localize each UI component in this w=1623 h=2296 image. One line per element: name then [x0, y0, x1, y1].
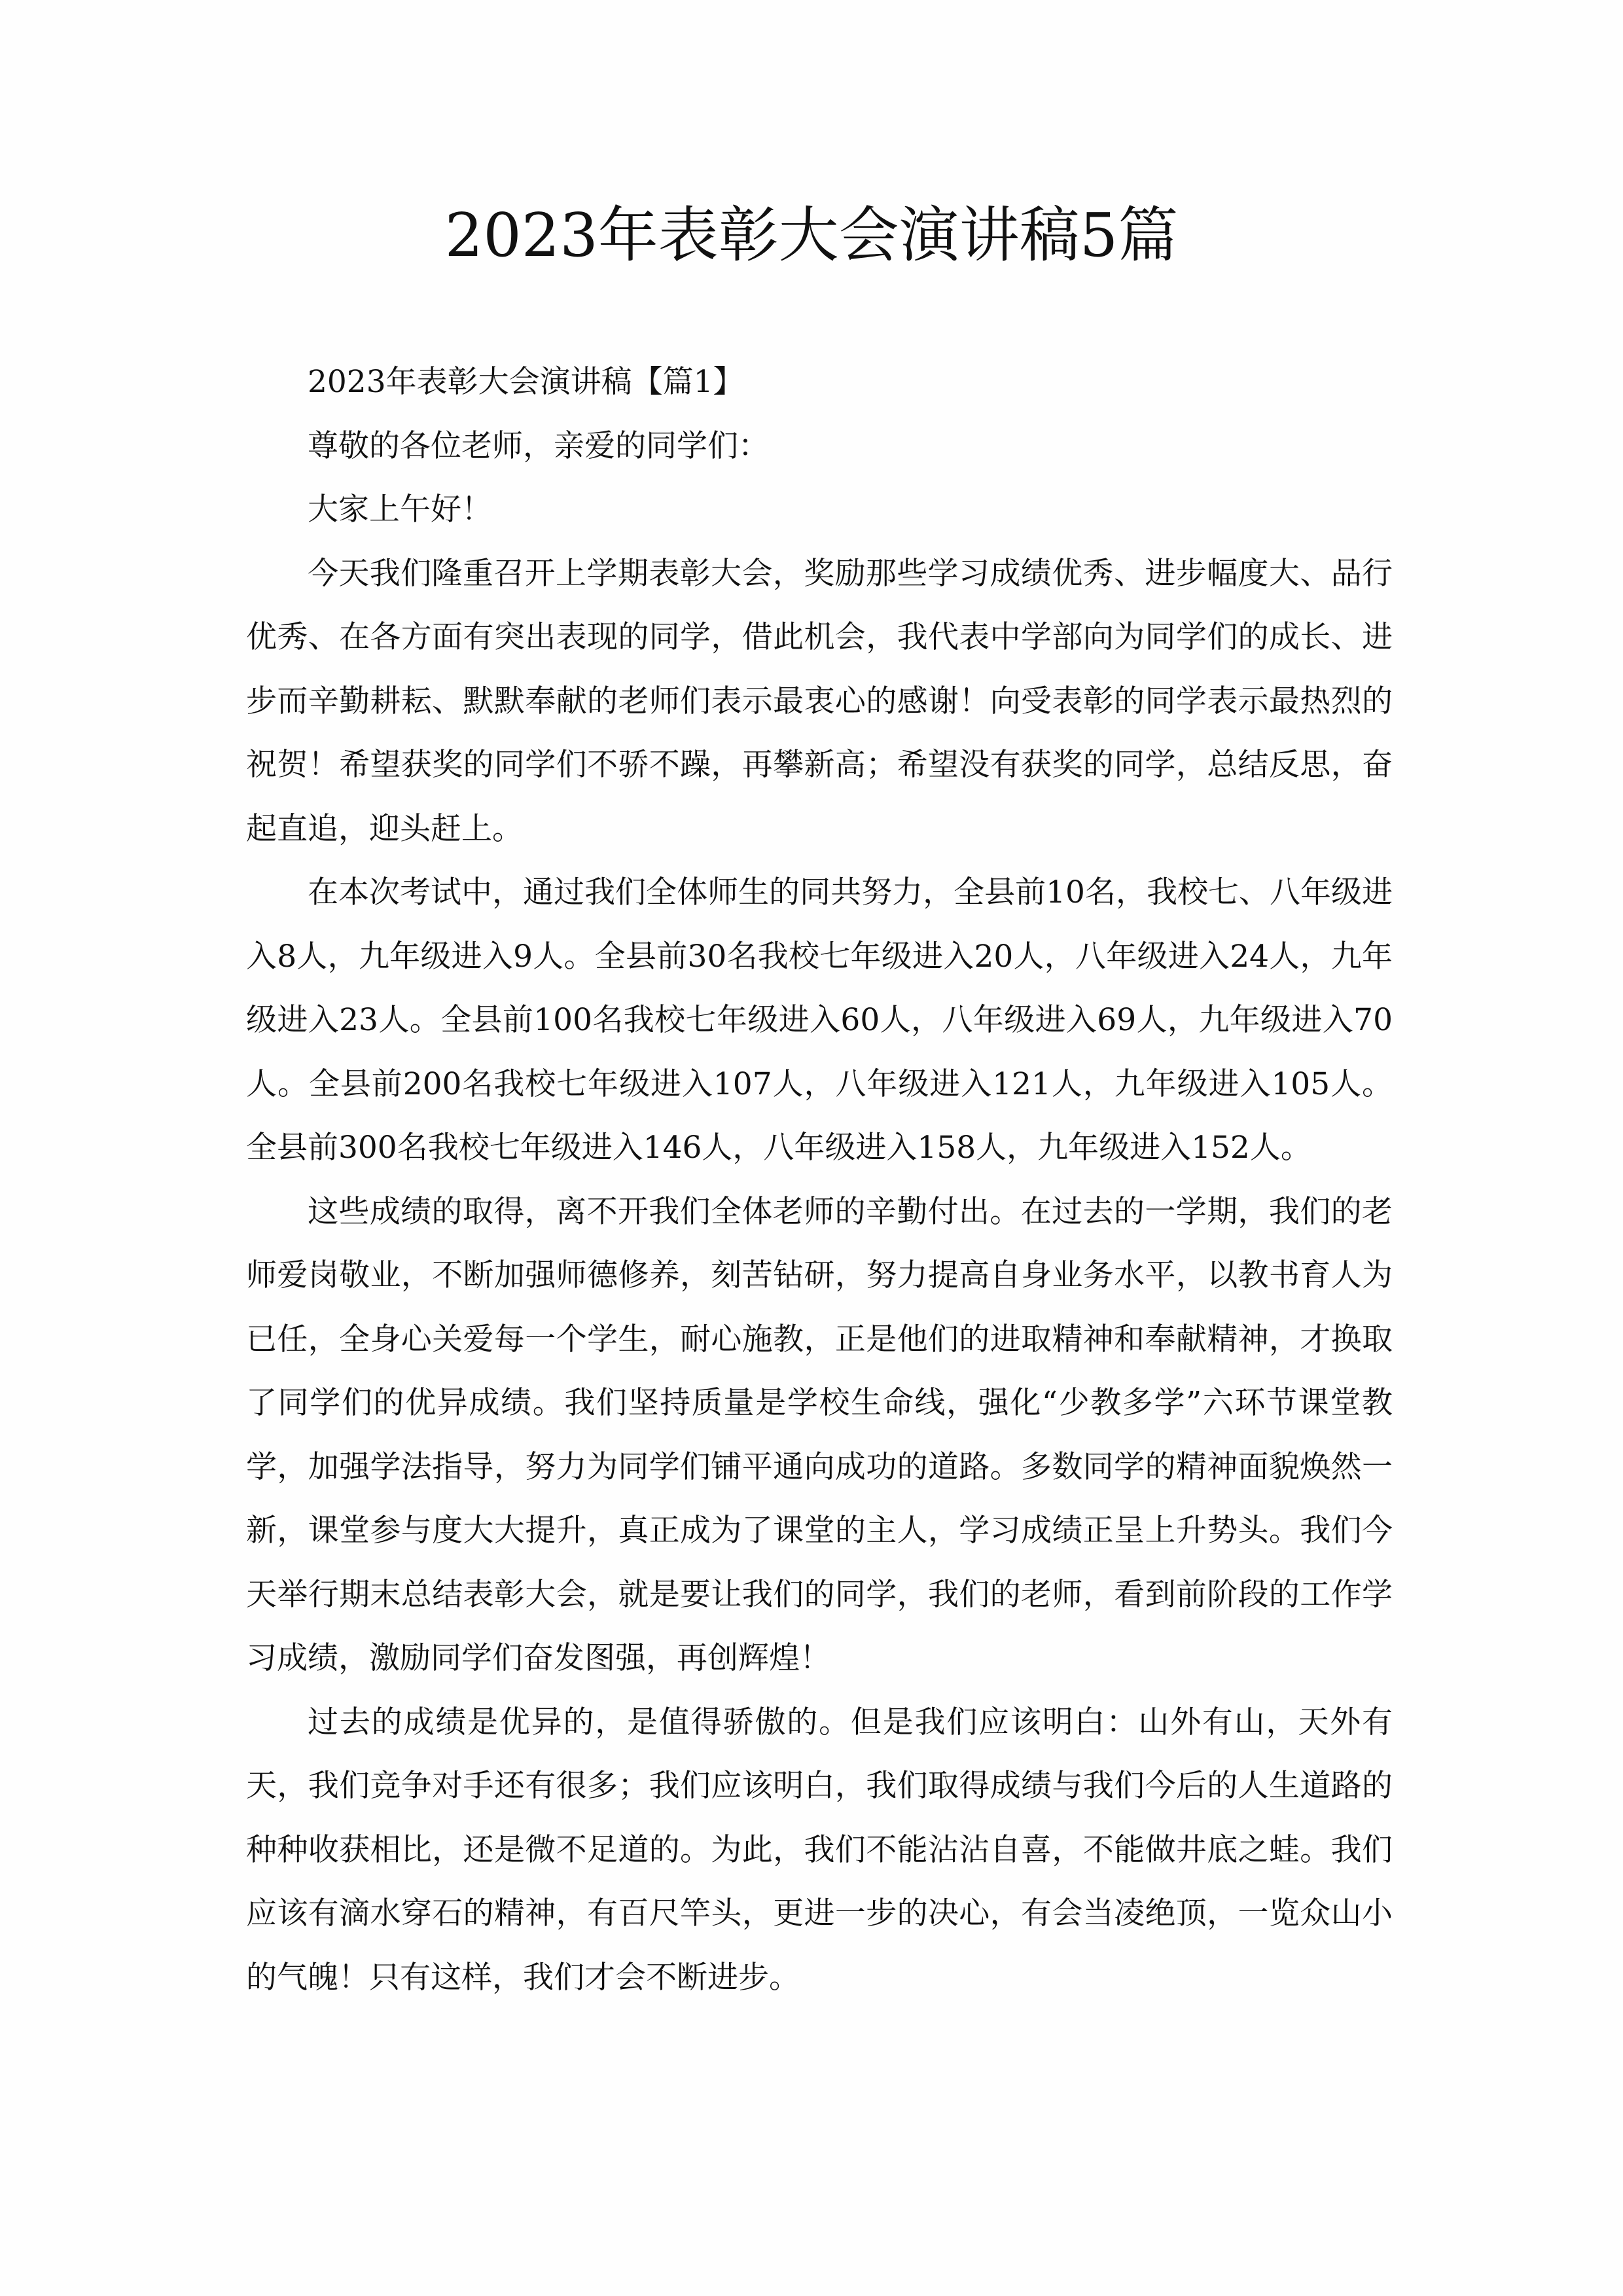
document-body — [246, 350, 1393, 2009]
paragraph-exam-results: 在本次考试中，通过我们全体师生的同共努力，全县前10名，我校七、八年级进入8人，九年级进入9人。全县前30名我校七年级进入20人，八年级进入24人，九年级进入23人。全县前100名我校七年级进入60人，八年级进入69人，九年级进入70人。全县前200名我校七年级进入107人，八年级进入121人，九年级进入105人。全县前300名我校七年级进入146人，八年级进入158人，九年级进入152人。 — [246, 874, 1393, 1166]
greeting: 大家上午好！ — [308, 492, 492, 528]
paragraph-teachers: 这些成绩的取得，离不开我们全体老师的辛勤付出。在过去的一学期，我们的老师爱岗敬业，不断加强师德修养，刻苦钻研，努力提高自身业务水平，以教书育人为已任，全身心关爱每一个学生，耐心施教，正是他们的进取精神和奉献精神，才换取了同学们的优异成绩。我们坚持质量是学校生命线，强化“少教多学”六环节课堂教学，加强学法指导，努力为同学们铺平通向成功的道路。多数同学的精神面貌焕然一新，课堂参与度大大提升，真正成为了课堂的主人，学习成绩正呈上升势头。我们今天举行期末总结表彰大会，就是要让我们的同学，我们的老师，看到前阶段的工作学习成绩，激励同学们奋发图强，再创辉煌！ — [246, 1193, 1393, 1676]
paragraph-humility: 过去的成绩是优异的，是值得骄傲的。但是我们应该明白：山外有山，天外有天，我们竞争对手还有很多；我们应该明白，我们取得成绩与我们今后的人生道路的种种收获相比，还是微不足道的。为此，我们不能沾沾自喜，不能做井底之蛙。我们应该有滴水穿石的精神，有百尺竿头，更进一步的决心，有会当凌绝顶，一览众山小的气魄！只有这样，我们才会不断进步。 — [246, 1704, 1393, 1996]
salutation: 尊敬的各位老师，亲爱的同学们： — [308, 427, 769, 464]
paragraph-opening: 今天我们隆重召开上学期表彰大会，奖励那些学习成绩优秀、进步幅度大、品行优秀、在各方面有突出表现的同学，借此机会，我代表中学部向为同学们的成长、进步而辛勤耕耘、默默奉献的老师们表示最衷心的感谢！向受表彰的同学表示最热烈的祝贺！希望获奖的同学们不骄不躁，再攀新高；希望没有获奖的同学，总结反思，奋起直追，迎头赶上。 — [246, 555, 1393, 847]
section-heading: 2023年表彰大会演讲稿【篇1】 — [308, 364, 744, 400]
document-title: 2023年表彰大会演讲稿5篇 — [444, 200, 1179, 270]
